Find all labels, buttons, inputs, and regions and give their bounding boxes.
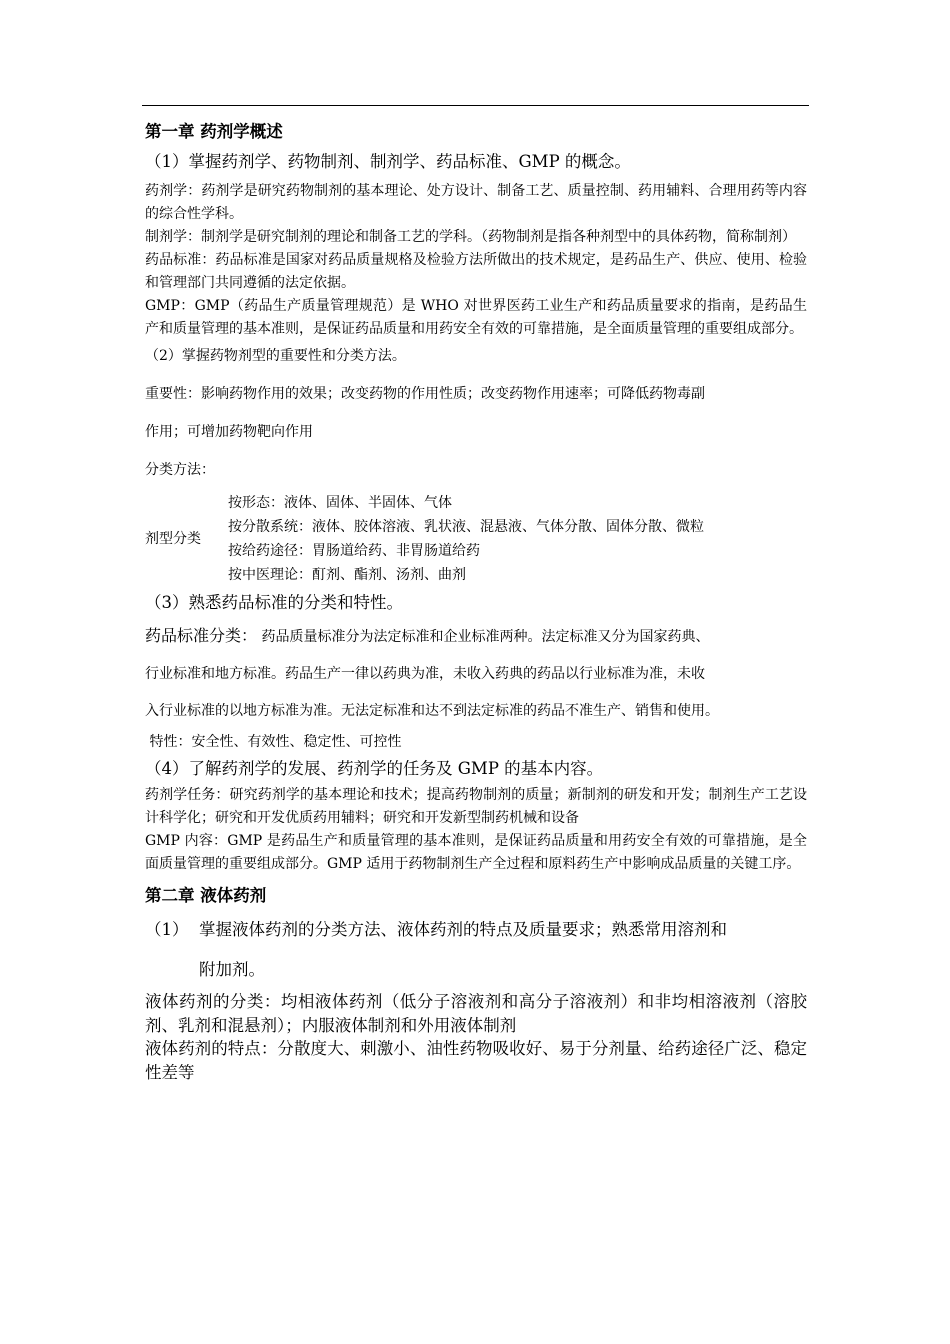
dosage-form-items — [228, 491, 704, 587]
chapter1-title: 第一章 药剂学概述 — [145, 122, 283, 141]
standard-class-label: 药品标准分类： — [145, 626, 258, 645]
chapter2-title: 第二章 液体药剂 — [145, 886, 267, 905]
gmp-content: GMP 内容：GMP 是药品生产和质量管理的基本准则，是保证药品质量和用药安全有效的可靠措施，是全面质量管理的重要组成部分。GMP 适用于药物制剂生产全过程和原料药生产中影响成品质量的关键工序。 — [145, 833, 807, 872]
chapter2-question-1-number: （1） — [145, 920, 189, 939]
dosage-item-form: 按形态：液体、固体、半固体、气体 — [228, 495, 452, 511]
chapter1-question-1: （1）掌握药剂学、药物制剂、制剂学、药品标准、GMP 的概念。 — [145, 152, 631, 171]
importance-line-2: 作用；可增加药物靶向作用 — [145, 424, 313, 440]
chapter2-question-1-line-1: 掌握液体药剂的分类方法、液体药剂的特点及质量要求；熟悉常用溶剂和 — [199, 920, 727, 939]
definition-pharmaceutics: 药剂学：药剂学是研究药物制剂的基本理论、处方设计、制备工艺、质量控制、药用辅料、合理用药等内容的综合性学科。 — [145, 183, 807, 222]
chapter1-question-4: （4）了解药剂学的发展、药剂学的任务及 GMP 的基本内容。 — [145, 759, 604, 778]
definition-drug-standard: 药品标准：药品标准是国家对药品质量规格及检验方法所做出的技术规定，是药品生产、供应、使用、检验和管理部门共同遵循的法定依据。 — [145, 252, 807, 291]
classification-title: 分类方法： — [145, 462, 215, 478]
standard-class-line-1 — [145, 624, 807, 649]
header-rule — [142, 105, 809, 106]
standard-characteristics: 特性：安全性、有效性、稳定性、可控性 — [145, 734, 402, 750]
liquid-features: 液体药剂的特点：分散度大、刺激小、油性药物吸收好、易于分剂量、给药途径广泛、稳定性差等 — [145, 1039, 807, 1082]
dosage-form-classification — [145, 491, 807, 587]
chapter1-question-3: （3）熟悉药品标准的分类和特性。 — [145, 593, 403, 612]
importance-line-1: 重要性：影响药物作用的效果；改变药物的作用性质；改变药物作用速率；可降低药物毒副 — [145, 386, 705, 402]
liquid-classification: 液体药剂的分类：均相液体药剂（低分子溶液剂和高分子溶液剂）和非均相溶液剂（溶胶剂、乳剂和混悬剂）；内服液体制剂和外用液体制剂 — [145, 992, 807, 1035]
standard-class-text-1: 药品质量标准分为法定标准和企业标准两种。法定标准又分为国家药典、 — [257, 629, 710, 645]
page-content — [145, 118, 807, 1084]
chapter2-question-1-line-2: 附加剂。 — [199, 960, 265, 979]
pharmaceutics-tasks: 药剂学任务：研究药剂学的基本理论和技术；提高药物制剂的质量；新制剂的研发和开发；制剂生产工艺设计科学化；研究和开发优质药用辅料；研究和开发新型制药机械和设备 — [145, 787, 807, 826]
dosage-item-tcm: 按中医理论：酊剂、酯剂、汤剂、曲剂 — [228, 567, 466, 583]
definition-gmp: GMP：GMP（药品生产质量管理规范）是 WHO 对世界医药工业生产和药品质量要求的指南，是药品生产和质量管理的基本准则，是保证药品质量和用药安全有效的可靠措施，是全面质量管理的重要组成部分。 — [145, 298, 807, 337]
chapter1-question-2: （2）掌握药物剂型的重要性和分类方法。 — [145, 348, 406, 364]
chapter2-question-1 — [145, 918, 807, 982]
dosage-item-route: 按给药途径：胃肠道给药、非胃肠道给药 — [228, 543, 480, 559]
dosage-form-label: 剂型分类 — [145, 531, 201, 547]
dosage-item-dispersion: 按分散系统：液体、胶体溶液、乳状液、混悬液、气体分散、固体分散、微粒 — [228, 519, 704, 535]
standard-class-line-3: 入行业标准的以地方标准为准。无法定标准和达不到法定标准的药品不准生产、销售和使用。 — [145, 703, 719, 719]
standard-class-line-2: 行业标准和地方标准。药品生产一律以药典为准，未收入药典的药品以行业标准为准，未收 — [145, 666, 705, 682]
definition-preparation: 制剂学：制剂学是研究制剂的理论和制备工艺的学科。（药物制剂是指各种剂型中的具体药物，简称制剂） — [145, 229, 796, 245]
